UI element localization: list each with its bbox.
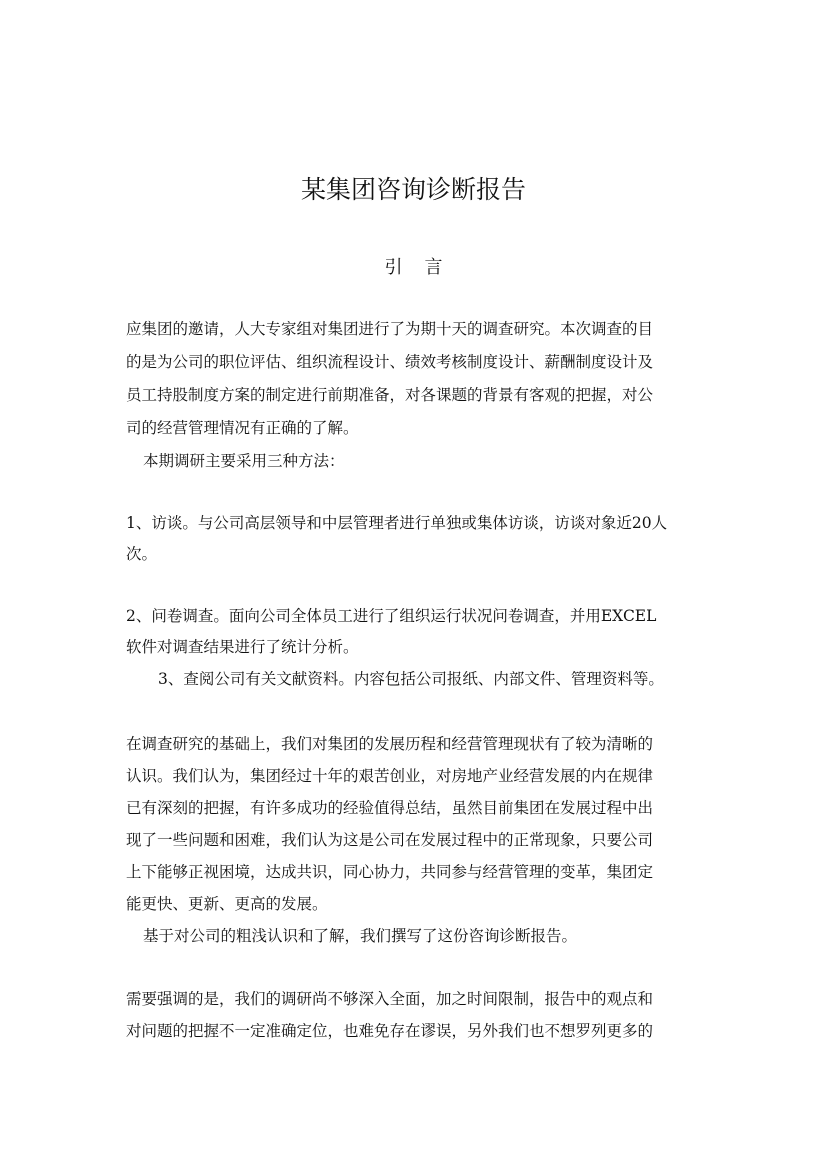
text-line: 3、查阅公司有关文献资料。内容包括公司报纸、内部文件、管理资料等。 (158, 670, 664, 688)
section-heading: 引言 (384, 257, 465, 278)
text-line: 1、访谈。与公司高层领导和中层管理者进行单独或集体访谈，访谈对象近20人 (126, 514, 668, 532)
text-line: 基于对公司的粗浅认识和了解，我们撰写了这份咨询诊断报告。 (143, 927, 578, 945)
text-line: 次。 (126, 545, 158, 563)
text-line: 现了一些问题和困难，我们认为这是公司在发展过程中的正常现象，只要公司 (126, 831, 654, 849)
text-line: 需要强调的是，我们的调研尚不够深入全面，加之时间限制，报告中的观点和 (126, 990, 654, 1008)
text-line: 认识。我们认为，集团经过十年的艰苦创业，对房地产业经营发展的内在规律 (126, 767, 654, 785)
text-line: 员工持股制度方案的制定进行前期准备，对各课题的背景有客观的把握，对公 (126, 386, 654, 404)
text-line: 本期调研主要采用三种方法： (143, 452, 345, 470)
text-line: 上下能够正视困境，达成共识，同心协力，共同参与经营管理的变革，集团定 (126, 863, 654, 881)
text-line: 应集团的邀请，人大专家组对集团进行了为期十天的调查研究。本次调查的目 (126, 320, 654, 338)
text-line: 能更快、更新、更高的发展。 (126, 895, 328, 913)
text-line: 在调查研究的基础上，我们对集团的发展历程和经营管理现状有了较为清晰的 (126, 735, 654, 753)
text-line: 已有深刻的把握，有许多成功的经验值得总结，虽然目前集团在发展过程中出 (126, 799, 654, 817)
text-line: 2、问卷调查。面向公司全体员工进行了组织运行状况问卷调查，并用EXCEL (126, 607, 657, 625)
text-line: 对问题的把握不一定准确定位，也难免存在谬误，另外我们也不想罗列更多的 (126, 1022, 654, 1040)
page-title: 某集团咨询诊断报告 (300, 175, 526, 204)
text-line: 软件对调查结果进行了统计分析。 (126, 638, 359, 656)
text-line: 司的经营管理情况有正确的了解。 (126, 419, 359, 437)
text-line: 的是为公司的职位评估、组织流程设计、绩效考核制度设计、薪酬制度设计及 (126, 353, 654, 371)
